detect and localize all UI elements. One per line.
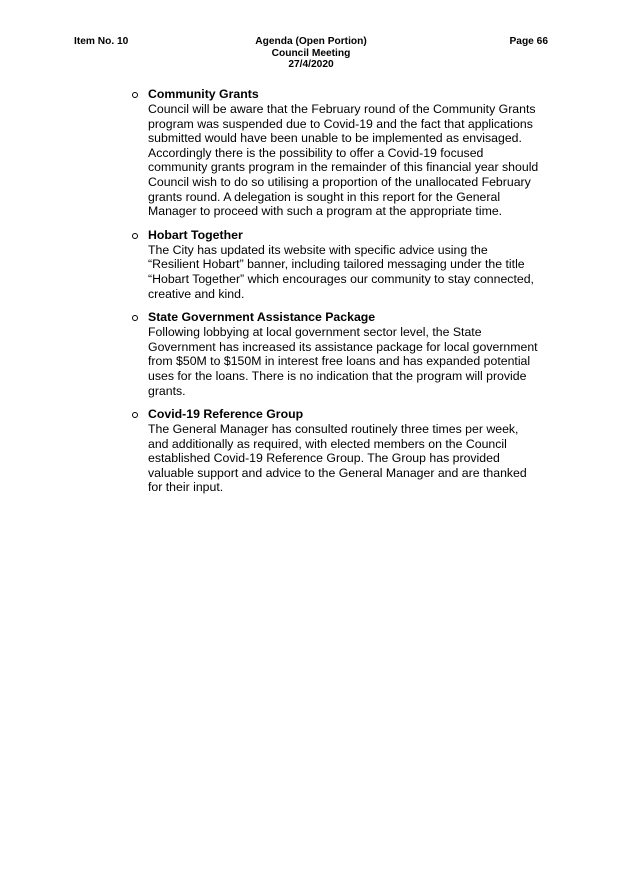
agenda-title: Agenda (Open Portion)	[255, 36, 367, 47]
item-body: The City has updated its website with specific advice using the “Resilient Hobart” banner, including tailored messaging under the title “Hobart Together” which encourages our community to stay connected, creative and kind.	[148, 242, 534, 301]
meeting-name: Council Meeting	[271, 47, 351, 59]
item-title: Hobart Together	[148, 227, 243, 242]
item-body: The General Manager has consulted routinely three times per week, and additionally as required, with elected members on the Council established Covid-19 Reference Group. The Group has provided valuable support and advice to the General Manager and are thanked for their input.	[148, 422, 527, 495]
item-title: Community Grants	[148, 87, 259, 101]
item-title: State Government Assistance Package	[148, 310, 376, 325]
list-item	[132, 407, 552, 495]
page-number: Page 66	[509, 36, 548, 47]
bullet-list	[132, 87, 552, 504]
list-item	[132, 228, 552, 301]
item-number: Item No. 10	[74, 36, 129, 47]
item-title: Covid-19 Reference Group	[148, 407, 304, 422]
meeting-date: 27/4/2020	[288, 59, 334, 70]
item-body: Following lobbying at local government sector level, the State Government has increased its assistance package for local government from $50M to $150M in interest free loans and has expanded potential uses for the loans. There is no indication that the program will provide grants.	[148, 325, 538, 398]
page-header	[0, 36, 622, 76]
list-item	[132, 310, 552, 398]
list-item	[132, 87, 552, 219]
hollow-circle-bullet-icon	[132, 92, 138, 98]
agenda-heading	[211, 36, 411, 71]
hollow-circle-bullet-icon	[132, 412, 138, 418]
hollow-circle-bullet-icon	[132, 233, 138, 239]
hollow-circle-bullet-icon	[132, 315, 138, 321]
item-body: Council will be aware that the February round of the Community Grants program was suspended due to Covid-19 and the fact that applications submitted would have been unable to be implemented as envisaged. Accordingly there is the possibility to offer a Covid-19 focused community grants program in the remainder of this financial year should Council wish to do so utilising a proportion of the unallocated February grants round. A delegation is sought in this report for the General Manager to proceed with such a program at the appropriate time.	[148, 102, 539, 219]
